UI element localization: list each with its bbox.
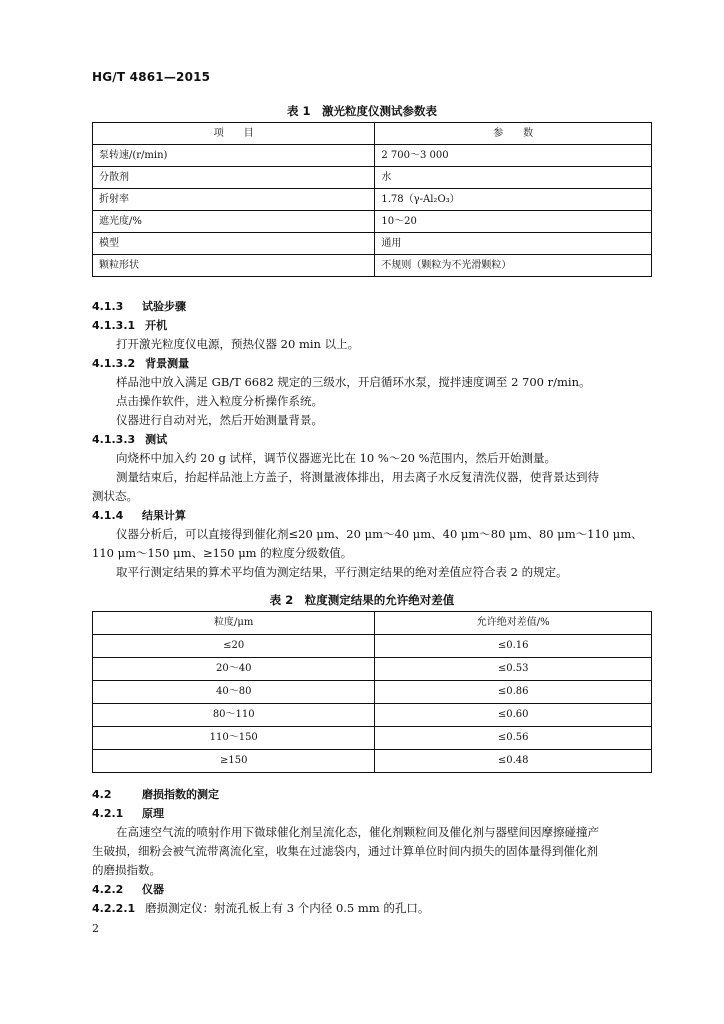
table-row [93, 145, 652, 167]
page-number: 2 [92, 922, 99, 935]
paragraph: 打开激光粒度仪电源，预热仪器 20 min 以上。 [116, 337, 360, 351]
table-row [93, 681, 652, 704]
section-heading-4-1-3-3 [92, 431, 652, 448]
table-cell: 2 700～3 000 [375, 145, 652, 167]
table-cell: 颗粒形状 [93, 255, 375, 277]
table-cell: ≤0.48 [375, 750, 652, 773]
table-cell: ≤0.60 [375, 704, 652, 727]
table-row [93, 727, 652, 750]
table-header-cell: 粒度/μm [93, 612, 375, 635]
table-cell: 模型 [93, 233, 375, 255]
table-cell: ≤0.53 [375, 658, 652, 681]
table-row [93, 255, 652, 277]
section-number: 4.1.3 [92, 300, 124, 313]
section-number: 4.1.3.2 [92, 357, 136, 370]
section-heading-4-1-3 [92, 298, 652, 315]
section-number: 4.2 [92, 788, 112, 801]
section-heading-4-1-3-1 [92, 317, 652, 334]
table-cell: 折射率 [93, 189, 375, 211]
table-cell: 20～40 [93, 658, 375, 681]
table1-caption: 表 1 激光粒度仪测试参数表 [286, 104, 437, 118]
table-row [93, 750, 652, 773]
section-heading-4-2-1 [92, 805, 652, 822]
section-title: 试验步骤 [142, 300, 186, 313]
table2 [92, 611, 652, 773]
section-number: 4.2.1 [92, 807, 124, 820]
table-header-row [93, 612, 652, 635]
paragraph: 样品池中放入满足 GB/T 6682 规定的三级水，开启循环水泵，搅拌速度调至 2 700 r/min。 [116, 375, 591, 389]
section-heading-4-2-2 [92, 881, 652, 898]
section-heading-4-1-3-2 [92, 355, 652, 372]
table-row [93, 211, 652, 233]
paragraph: 点击操作软件，进入粒度分析操作系统。 [116, 394, 323, 408]
table-row [93, 635, 652, 658]
table-row [93, 167, 652, 189]
table-cell: ≤20 [93, 635, 375, 658]
table-cell: 80～110 [93, 704, 375, 727]
section-number: 4.1.3.3 [92, 433, 136, 446]
paragraph: 取平行测定结果的算术平均值为测定结果，平行测定结果的绝对差值应符合表 2 的规定。 [116, 565, 568, 579]
paragraph: 在高速空气流的喷射作用下微球催化剂呈流化态，催化剂颗粒间及催化剂与器壁间因摩擦碰撞产 [116, 825, 599, 839]
table-cell: 不规则（颗粒为不光滑颗粒） [375, 255, 652, 277]
table2-caption: 表 2 粒度测定结果的允许绝对差值 [269, 593, 455, 607]
paragraph: 仪器分析后，可以直接得到催化剂≤20 μm、20 μm～40 μm、40 μm～80 μm、80 μm～110 μm、 [116, 527, 643, 541]
table-header-cell: 允许绝对差值/% [375, 612, 652, 635]
paragraph-continuation: 的磨损指数。 [92, 863, 161, 877]
section-title: 背景测量 [145, 357, 190, 370]
table-cell: 1.78（γ-Al₂O₃） [375, 189, 652, 211]
table-cell: 泵转速/(r/min) [93, 145, 375, 167]
table-row [93, 189, 652, 211]
table-header-row [93, 123, 652, 145]
table-row [93, 233, 652, 255]
section-number: 4.1.4 [92, 509, 124, 522]
table-cell: 110～150 [93, 727, 375, 750]
table-cell: ≤0.16 [375, 635, 652, 658]
paragraph-continuation: 生破损，细粉会被气流带离流化室，收集在过滤袋内，通过计算单位时间内损失的固体量得到催化剂 [92, 844, 598, 858]
section-number: 4.1.3.1 [92, 319, 136, 332]
section-title: 仪器 [142, 883, 164, 896]
section-heading-4-1-4 [92, 507, 652, 524]
clause-4-2-2-1 [92, 900, 652, 917]
table-header-cell: 项 目 [93, 123, 375, 145]
clause-text: 磨损测定仪：射流孔板上有 3 个内径 0.5 mm 的孔口。 [145, 901, 430, 915]
section-title: 开机 [145, 319, 168, 332]
paragraph: 仪器进行自动对光，然后开始测量背景。 [116, 413, 323, 427]
section-title: 结果计算 [142, 509, 186, 522]
table-row [93, 704, 652, 727]
section-number: 4.2.2.1 [92, 902, 136, 915]
paragraph: 测量结束后，抬起样品池上方盖子，将测量液体排出，用去离子水反复清洗仪器，使背景达到待 [116, 470, 599, 484]
table-row [93, 658, 652, 681]
paragraph-continuation: 测状态。 [92, 489, 138, 503]
table-cell: ≤0.86 [375, 681, 652, 704]
section-title: 原理 [142, 807, 164, 820]
table-cell: 10～20 [375, 211, 652, 233]
section-heading-4-2 [92, 786, 652, 803]
table-cell: 遮光度/% [93, 211, 375, 233]
table-cell: ≤0.56 [375, 727, 652, 750]
table-cell: 水 [375, 167, 652, 189]
table-cell: 通用 [375, 233, 652, 255]
section-title: 测试 [145, 433, 168, 446]
table-header-cell: 参 数 [375, 123, 652, 145]
standard-code: HG/T 4861—2015 [92, 70, 211, 84]
table1 [92, 122, 652, 277]
section-number: 4.2.2 [92, 883, 124, 896]
section-title: 磨损指数的测定 [142, 788, 219, 801]
paragraph-continuation: 110 μm～150 μm、≥150 μm 的粒度分级数值。 [92, 546, 353, 560]
table-cell: 分散剂 [93, 167, 375, 189]
table-cell: ≥150 [93, 750, 375, 773]
table-cell: 40～80 [93, 681, 375, 704]
paragraph: 向烧杯中加入约 20 g 试样，调节仪器遮光比在 10 %～20 %范围内，然后开始测量。 [116, 451, 557, 465]
